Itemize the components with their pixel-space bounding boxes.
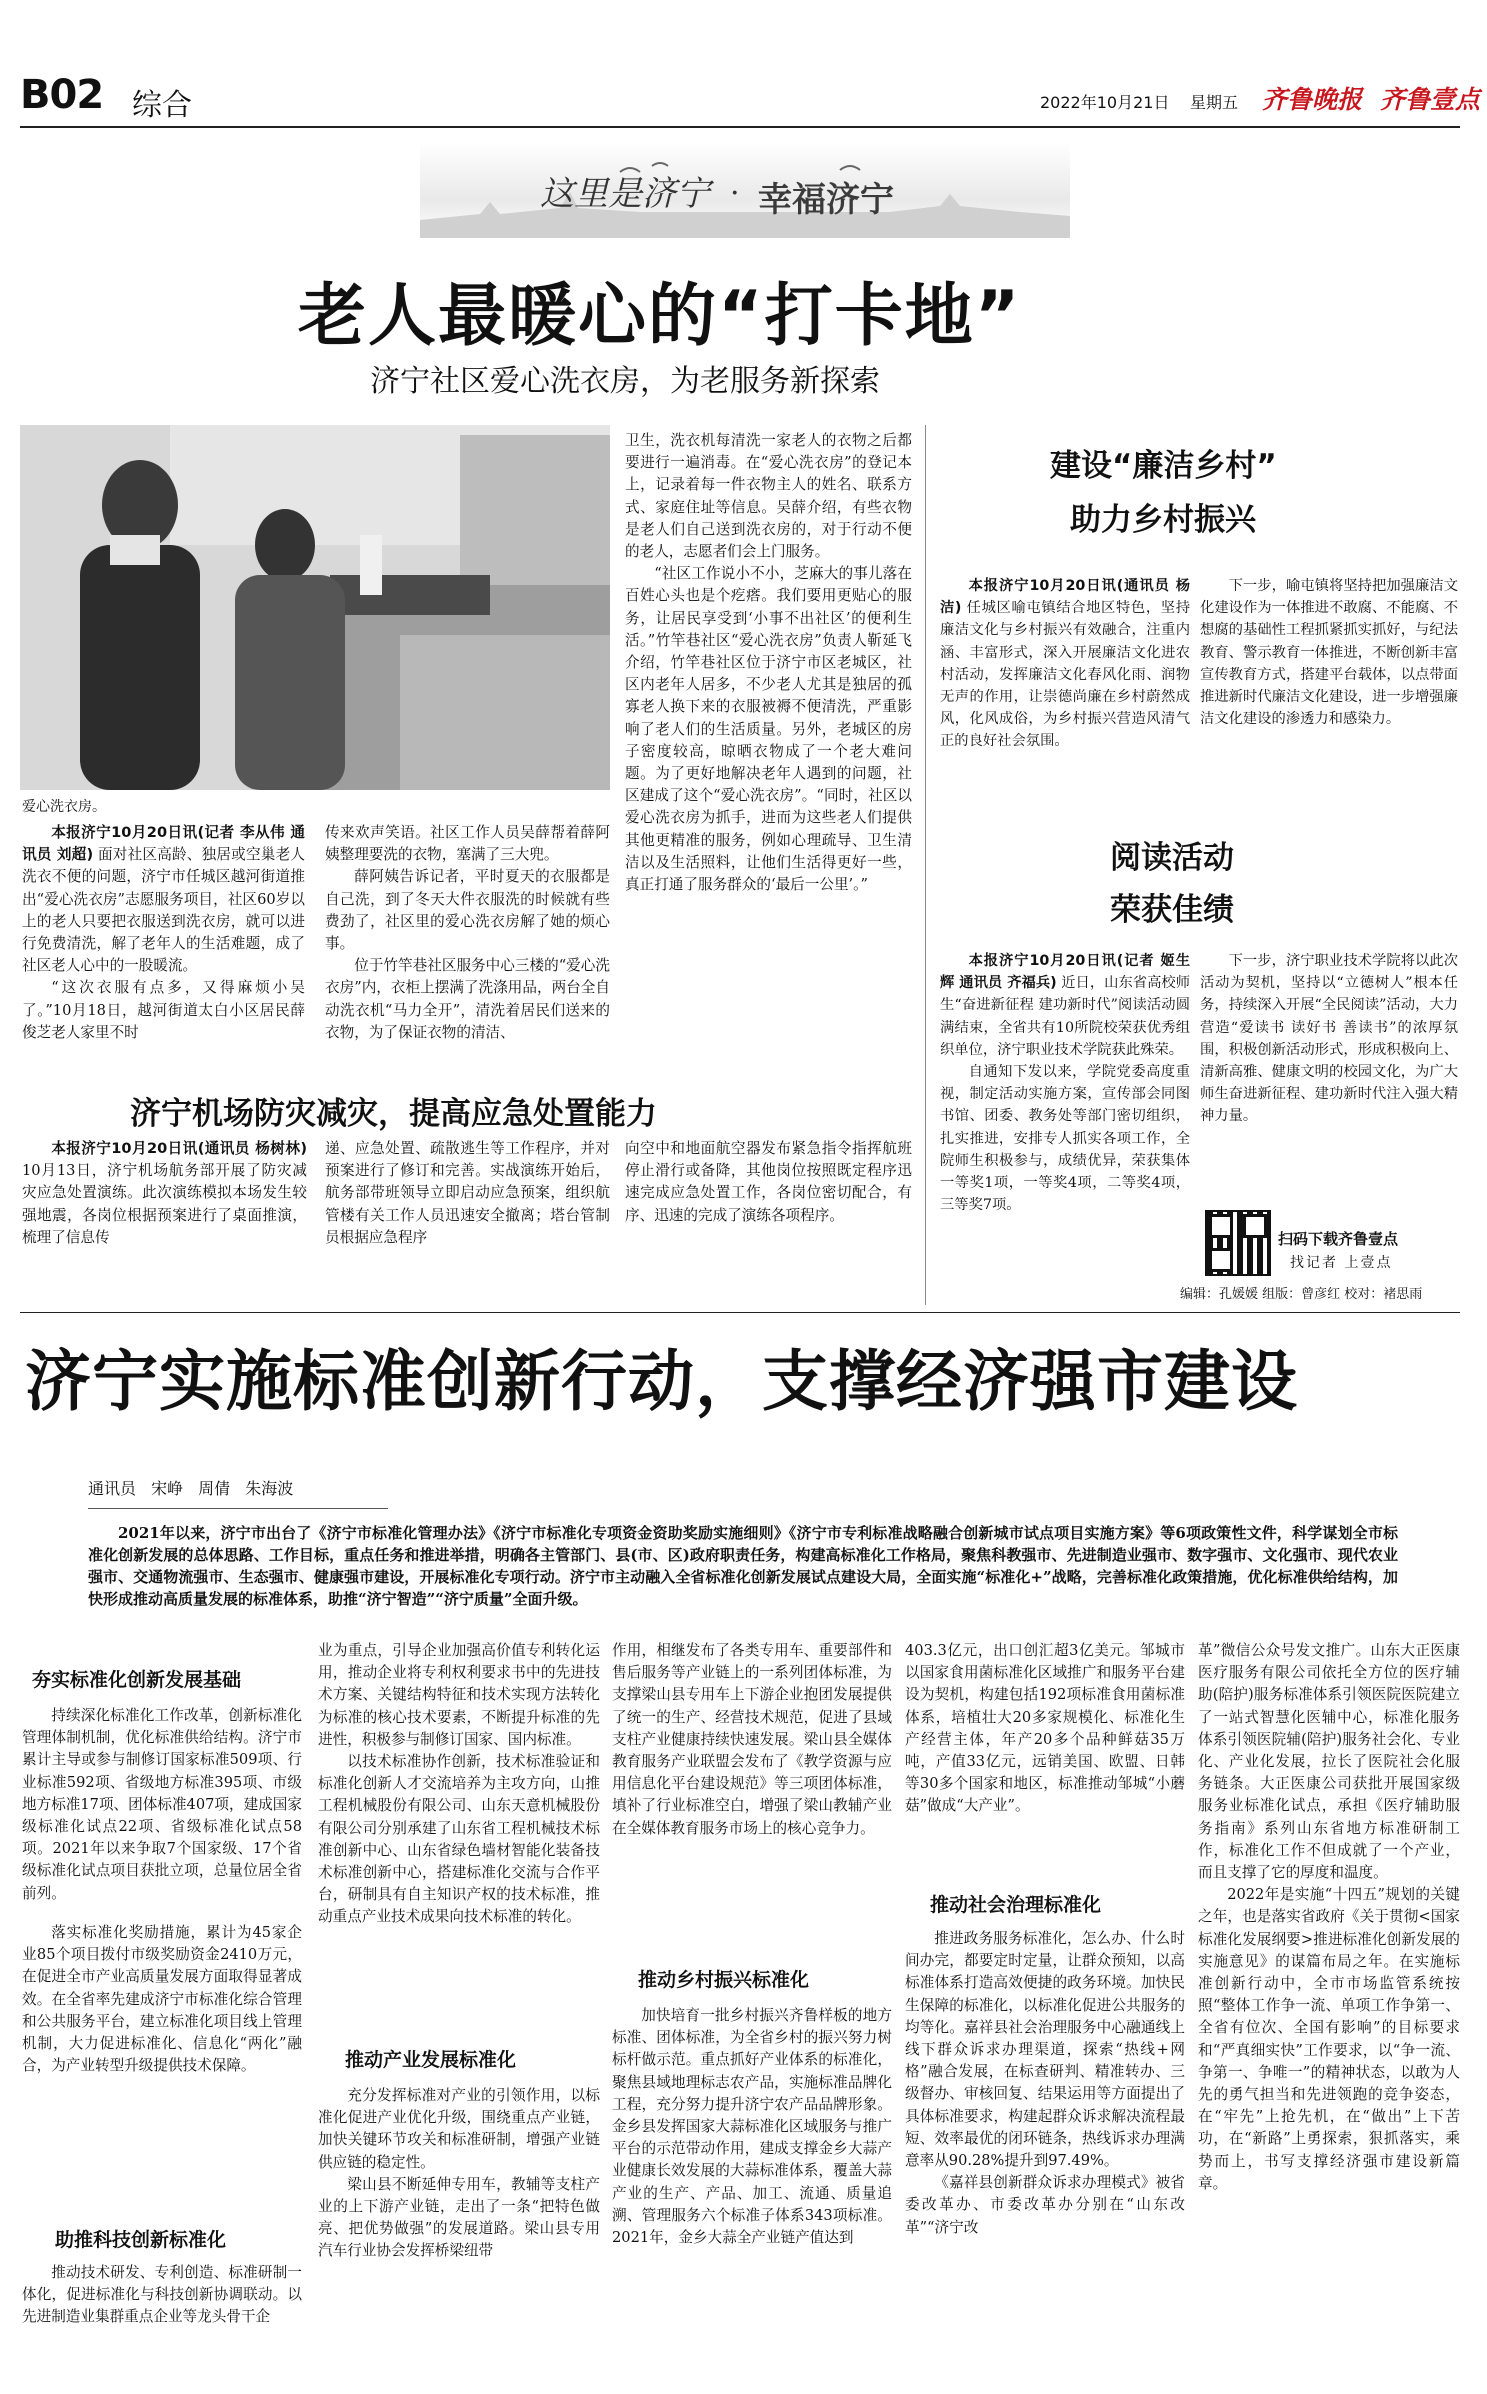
standard-c3p2: 加快培育一批乡村振兴齐鲁样板的地方标准、团体标准，为全省乡村的振兴努力树标杆做示范。重点抓好产业体系的标准化，聚焦县域地理标志农产品，实施标准品牌化工程，充分努力提升济宁农产品品牌形象。金乡县发挥国家大蒜标准化区域服务与推广平台的示范带动作用，建成支撑金乡大蒜产业健康长效发展的大蒜标准体系，覆盖大蒜产业的生产、产品、加工、流通、质量追溯、管理服务六个标准子体系343项标准。2021年，金乡大蒜全产业链产值达到 — [612, 2007, 892, 2247]
lead-col2-p1: 传来欢声笑语。社区工作人员吴薛帮着薛阿姨整理要洗的衣物，塞满了三大兜。 — [325, 824, 610, 864]
reading-col1-p2: 自通知下发以来，学院党委高度重视，制定活动实施方案，宣传部会同图书馆、团委、教务处等部门密切组织，扎实推进，安排专人抓实各项工作，全院师生积极参与，成绩优异，荣获集体一等奖1项，一等奖4项，二等奖4项，三等奖7项。 — [940, 1064, 1190, 1214]
standard-c1p1: 持续深化标准化工作改革，创新标准化管理体制机制，优化标准供给结构。济宁市累计主导或参与制修订国家标准509项、行业标准592项、省级地方标准395项、市级地方标准17项、团体标准407项，建成国家级标准化试点22项、省级标准化试点58项。2021年以来争取7个国家级、17个省级标准化试点项目获批立项，总量位居全省前列。 — [22, 1707, 302, 1902]
editor-credits: 编辑：孔媛媛 组版：曾彦红 校对：褚思雨 — [1180, 1287, 1423, 1302]
qr-code[interactable] — [1205, 1210, 1271, 1276]
header-rule — [20, 126, 1460, 128]
lead-column-2 — [325, 822, 610, 1047]
byline-rule — [88, 1508, 388, 1509]
lianjie-headline-1: 建设“廉洁乡村” — [1050, 448, 1277, 484]
standard-c1p2: 落实标准化奖励措施，累计为45家企业85个项目拨付市级奖励资金2410万元，在促进全市产业高质量发展方面取得显著成效。在全省率先建成济宁市标准化综合管理和公共服务平台，建立标准化项目线上管理机制，大力促进标准化、信息化“两化”融合，为产业转型升级提供技术保障。 — [22, 1924, 302, 2075]
standard-c5p1: 革”微信公众号发文推广。山东大正医康医疗服务有限公司依托全方位的医疗辅助(陪护)服务标准体系引领医院医院建立了一站式智慧化医辅中心，标准化服务体系引领医院辅(陪护)服务社会化、专业化、产业化发展，拉长了医院社会化服务链条。大正医康公司获批开展国家级服务业标准化试点，承担《医疗辅助服务指南》系列山东省地方标准研制工作，标准化工作不但成就了一个产业，而且支撑了它的厚度和温度。 — [1198, 1642, 1460, 1882]
lianjie-headline-2: 助力乡村振兴 — [1070, 502, 1256, 538]
issue-date: 2022年10月21日 — [1040, 93, 1170, 112]
lead-dateline: 本报济宁10月20日讯(记者 李从伟 通讯员 刘超) — [22, 824, 305, 864]
standard-subhead-2: 助推科技创新标准化 — [55, 2229, 227, 2251]
mid-rule — [20, 1312, 1460, 1313]
lead-subheadline: 济宁社区爱心洗衣房，为老服务新探索 — [370, 364, 880, 399]
lead-col3-p2: “社区工作说小不小，芝麻大的事儿落在百姓心头也是个疙瘩。我们要用更贴心的服务，让居民享受到‘小事不出社区’的便利生活。”竹竿巷社区“爱心洗衣房”负责人靳延飞介绍，竹竿巷社区位于济宁市区老城区，社区内老年人居多，不少老人尤其是独居的孤寡老人换下来的衣服被褥不便清洗，严重影响了老人们的生活质量。另外，老城区的房子密度较高，晾晒衣物成了一个老大难问题。为了更好地解决老年人遇到的问题，社区建成了这个“爱心洗衣房”。“同时，社区以爱心洗衣房为抓手，进而为这些老人们提供其他更精准的服务，例如心理疏导、卫生清洁以及生活照料，让他们生活得更好一些，真正打通了服务群众的‘最后一公里’。” — [625, 565, 912, 894]
paper-logo: 齐鲁晚报 — [1262, 85, 1363, 114]
standard-column-3 — [612, 1640, 892, 1940]
column-banner — [420, 142, 1070, 238]
standard-c3p1: 作用，相继发布了各类专用车、重要部件和售后服务等产业链上的一系列团体标准，为支撑梁山县专用车上下游企业抱团发展提供了统一的生产、经营技术规范，促进了县域支柱产业健康持续快速发展。梁山县全媒体教育服务产业联盟会发布了《教学资源与应用信息化平台建设规范》等三项团体标准，填补了行业标准空白，增强了梁山教辅产业在全媒体教育服务市场上的核心竞争力。 — [612, 1642, 892, 1837]
issue-weekday: 星期五 — [1190, 93, 1239, 112]
standard-c2p1: 业为重点，引导企业加强高价值专利转化运用，推动企业将专利权利要求书中的先进技术方案、关键结构特征和技术实现方法转化为标准的核心技术要素，不断提升标准的先进性，积极参与制修订国家、国内标准。 — [318, 1642, 600, 1748]
airport-column-3 — [625, 1138, 912, 1318]
standard-column-5 — [1198, 1640, 1460, 2385]
standard-column-3b — [612, 2005, 892, 2385]
standard-subhead-3: 推动产业发展标准化 — [345, 2049, 517, 2071]
standard-c1p3: 推动技术研发、专利创造、标准研制一体化，促进标准化与科技创新协调联动。以先进制造业集群重点企业等龙头骨干企 — [22, 2264, 302, 2326]
standard-c4p3: 《嘉祥县创新群众诉求办理模式》被省委改革办、市委改革办分别在“山东改革”“济宁改 — [905, 2174, 1185, 2236]
qr-caption-2: 找记者 上壹点 — [1290, 1255, 1393, 1271]
airport-col2-text: 递、应急处置、疏散逃生等工作程序，并对预案进行了修订和完善。实战演练开始后，航务部带班领导立即启动应急预案，组织航管楼有关工作人员迅速安全撤离；塔台管制员根据应急程序 — [325, 1140, 610, 1246]
laundry-photo — [20, 425, 610, 790]
reading-dateline: 本报济宁10月20日讯(记者 姬生辉 通讯员 齐福兵) — [940, 953, 1190, 992]
airport-col1-text: 10月13日，济宁机场航务部开展了防灾减灾应急处置演练。此次演练模拟本场发生较强地震，各岗位根据预案进行了桌面推演，梳理了信息传 — [22, 1162, 307, 1246]
standard-c4p2: 推进政务服务标准化，怎么办、什么时间办完，都要定时定量，让群众预知，以高标准体系打造高效便捷的政务环境。加快民生保障的标准化，以标准化促进公共服务的均等化。嘉祥县社会治理服务中心融通线上线下群众诉求办理渠道，探索“热线+网格”融合发展，在标查研判、精准转办、三级督办、审核回复、结果运用等方面提出了具体标准要求，构建起群众诉求解决流程最短、效率最优的闭环链条，热线诉求办理满意率从90.28%提升到97.49%。 — [905, 1930, 1185, 2170]
reading-col1-p1: 近日，山东省高校师生“奋进新征程 建功新时代”阅读活动圆满结束，全省共有10所院校荣获优秀组织单位，济宁职业技术学院获此殊荣。 — [940, 975, 1190, 1058]
lianjie-column-1 — [940, 575, 1190, 815]
standard-byline: 通讯员 宋峥 周倩 朱海波 — [88, 1479, 294, 1498]
standard-c4p1: 403.3亿元，出口创汇超3亿美元。邹城市以国家食用菌标准化区域推广和服务平台建设为契机，构建包括192项标准食用菌标准体系，培植壮大20多家规模化、标准化生产经营主体，年产20多个品种鲜菇35万吨，产值33亿元，远销美国、欧盟、日韩等30多个国家和地区，标准推动邹城“小蘑菇”做成“大产业”。 — [905, 1642, 1185, 1815]
lianjie-dateline: 本报济宁10月20日讯(通讯员 杨洁) — [940, 578, 1190, 617]
lianjie-col1-text: 任城区喻屯镇结合地区特色，坚持廉洁文化与乡村振兴有效融合，注重内涵、丰富形式，深入开展廉洁文化进农村活动，发挥廉洁文化春风化雨、润物无声的作用，让崇德尚廉在乡村蔚然成风，化风成俗，为乡村振兴营造风清气正的良好社会氛围。 — [940, 600, 1190, 750]
standard-column-1 — [22, 1705, 302, 1920]
lead-column-1 — [22, 822, 305, 1047]
standard-intro — [88, 1522, 1398, 1634]
airport-column-2 — [325, 1138, 610, 1318]
standard-subhead-1: 夯实标准化创新发展基础 — [32, 1669, 242, 1691]
reading-headline-2: 荣获佳绩 — [1110, 892, 1234, 928]
reading-headline-1: 阅读活动 — [1110, 840, 1234, 876]
standard-c2p3: 充分发挥标准对产业的引领作用，以标准化促进产业优化升级，围绕重点产业链，加快关键环节攻关和标准研制，增强产业链供应链的稳定性。 — [318, 2087, 600, 2171]
standard-column-4 — [905, 1640, 1185, 1910]
lead-headline: 老人最暖心的“打卡地” — [298, 277, 1022, 356]
reading-column-2 — [1200, 950, 1458, 1180]
standard-column-4b — [905, 1928, 1185, 2385]
lead-col1-text: 面对社区高龄、独居或空巢老人洗衣不便的问题，济宁市任城区越河街道推出“爱心洗衣房”志愿服务项目，社区60岁以上的老人只要把衣服送到洗衣房，就可以进行免费清洗，解了老年人的生活难题，成了社区老人心中的一股暖流。 — [22, 846, 305, 975]
section-name: 综合 — [132, 88, 192, 123]
qr-caption-1: 扫码下载齐鲁壹点 — [1278, 1230, 1399, 1248]
banner-calligraphy: 这里是济宁 — [540, 174, 710, 214]
standard-headline: 济宁实施标准创新行动，支撑经济强市建设 — [25, 1343, 1298, 1420]
standard-column-2b — [318, 2085, 600, 2385]
standard-intro-text: 2021年以来，济宁市出台了《济宁市标准化管理办法》《济宁市标准化专项资金资助奖励实施细则》《济宁市专利标准战略融合创新城市试点项目实施方案》等6项政策性文件，科学谋划全市标准化创新发展的总体思路、工作目标，重点任务和推进举措，明确各主管部门、县(市、区)政府职责任务，构建高标准化工作格局，聚焦科教强市、先进制造业强市、数字强市、文化强市、现代农业强市、交通物流强市、生态强市、健康强市建设，开展标准化专项行动。济宁市主动融入全省标准化创新发展试点建设大局，全面实施“标准化+”战略，完善标准化政策措施，优化标准供给结构，加快形成推动高质量发展的标准体系，助推“济宁智造”“济宁质量”全面升级。 — [88, 1524, 1398, 1608]
standard-subhead-5: 推动社会治理标准化 — [930, 1894, 1102, 1916]
standard-column-1b — [22, 1922, 302, 2122]
reading-col2-text: 下一步，济宁职业技术学院将以此次活动为契机，坚持以“立德树人”根本任务，持续深入开展“全民阅读”活动，大力营造“爱读书 读好书 善读书”的浓厚氛围，积极创新活动形式，形成积极向上、清新高雅、健康文明的校园文化，为广大师生奋进新征程、建功新时代注入强大精神力量。 — [1200, 953, 1458, 1125]
lead-col2-p3: 位于竹竿巷社区服务中心三楼的“爱心洗衣房”内，衣柜上摆满了洗涤用品，两台全自动洗衣机“马力全开”，清洗着居民们送来的衣物，为了保证衣物的清洁、 — [325, 957, 610, 1041]
standard-column-2 — [318, 1640, 600, 1986]
airport-column-1 — [22, 1138, 307, 1318]
banner-dot: · — [730, 176, 740, 211]
photo-caption: 爱心洗衣房。 — [22, 799, 106, 815]
standard-subhead-4: 推动乡村振兴标准化 — [638, 1969, 810, 1991]
skyline-decoration — [420, 142, 1070, 238]
standard-c2p2: 以技术标准协作创新，技术标准验证和标准化创新人才交流培养为主攻方向，山推工程机械股份有限公司、山东天意机械股份有限公司分别承建了山东省工程机械技术标准创新中心、山东省绿色墙材智能化装备技术标准创新中心，搭建标准化交流与合作平台，研制具有自主知识产权的技术标准，推动重点产业技术成果向技术标准的转化。 — [318, 1753, 600, 1926]
airport-col3-text: 向空中和地面航空器发布紧急指令指挥航班停止滑行或备降，其他岗位按照既定程序迅速完成应急处置工作，各岗位密切配合，有序、迅速的完成了演练各项程序。 — [625, 1140, 912, 1224]
standard-c5p2: 2022年是实施“十四五”规划的关键之年，也是落实省政府《关于贯彻<国家标准化发展纲要>推进标准化创新发展的实施意见》的谋篇布局之年。在实施标准创新行动中，全市市场监管系统按照“整体工作争一流、单项工作争第一、全省有位次、全国有影响”的目标要求和“严真细实快”工作要求，以“争一流、争第一、争唯一”的精神状态，以敢为人先的勇气担当和先进领跑的竞争姿态，在“牢先”上抢先机，在“做出”上下苦功，在“新路”上勇探索，狠抓落实，乘势而上，书写支撑经济强市建设新篇章。 — [1198, 1886, 1460, 2192]
laundry-photo-illustration — [20, 425, 610, 790]
banner-title: 幸福济宁 — [758, 180, 894, 220]
brand-logo: 齐鲁壹点 — [1380, 85, 1481, 114]
standard-column-1c — [22, 2262, 302, 2382]
lead-col2-p2: 薛阿姨告诉记者，平时夏天的衣服都是自己洗，到了冬天大件衣服洗的时候就有些费劲了，社区里的爱心洗衣房解了她的烦心事。 — [325, 868, 610, 953]
lianjie-col2-text: 下一步，喻屯镇将坚持把加强廉洁文化建设作为一体推进不敢腐、不能腐、不想腐的基础性工程抓紧抓实抓好，与纪法教育、警示教育一体推进，不断创新丰富宣传教育方式，搭建平台载体，以点带面推进新时代廉洁文化建设，进一步增强廉洁文化建设的渗透力和感染力。 — [1200, 578, 1458, 728]
lead-column-3 — [625, 430, 912, 1048]
lead-col3-p1: 卫生，洗衣机每清洗一家老人的衣物之后都要进行一遍消毒。在“爱心洗衣房”的登记本上，记录着每一件衣物主人的姓名、联系方式、家庭住址等信息。吴薛介绍，有些衣物是老人们自己送到洗衣房的，对于行动不便的老人，志愿者们会上门服务。 — [625, 432, 912, 561]
page-number: B02 — [20, 72, 104, 118]
right-column-divider — [925, 425, 926, 1305]
lead-col1-p2: “这次衣服有点多，又得麻烦小吴了。”10月18日，越河街道太白小区居民薛俊芝老人家里不时 — [22, 979, 305, 1041]
airport-dateline: 本报济宁10月20日讯(通讯员 杨树林) — [51, 1140, 307, 1157]
airport-headline: 济宁机场防灾减灾，提高应急处置能力 — [130, 1096, 657, 1132]
reading-column-1 — [940, 950, 1190, 1300]
lianjie-column-2 — [1200, 575, 1458, 815]
standard-c2p4: 梁山县不断延伸专用车，教辅等支柱产业的上下游产业链，走出了一条“把特色做亮、把优势做强”的发展道路。梁山县专用汽车行业协会发挥桥梁纽带 — [318, 2175, 600, 2260]
